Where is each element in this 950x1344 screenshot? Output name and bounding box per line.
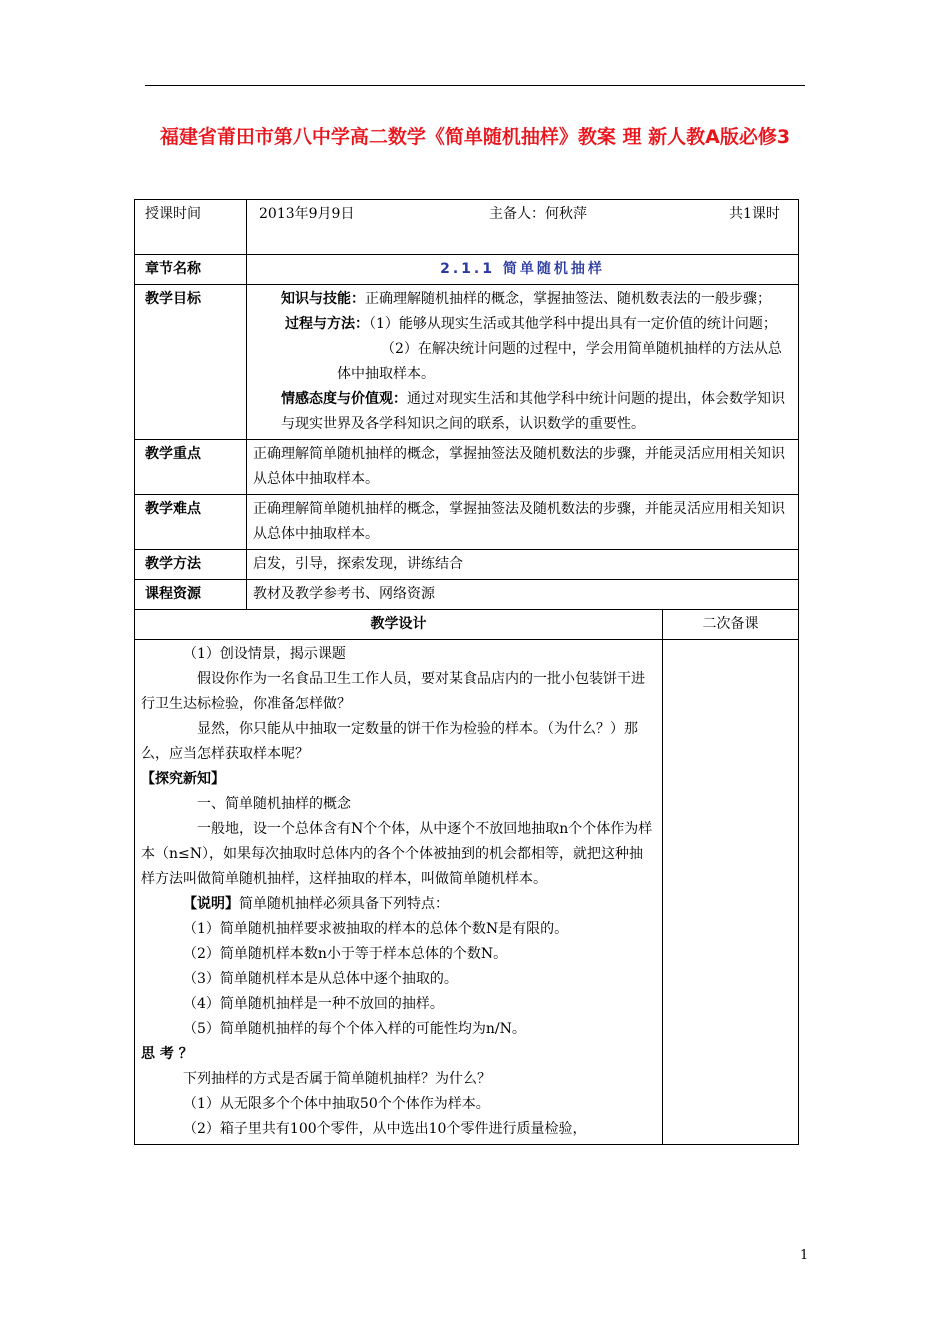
knowledge-text: 正确理解随机抽样的概念，掌握抽签法、随机数表法的一般步骤； [365, 291, 771, 307]
feature-item: （5）简单随机抽样的每个个体入样的可能性均为n/N。 [183, 1021, 526, 1037]
chapter-row [135, 255, 799, 285]
objectives-label: 教学目标 [135, 285, 247, 440]
lesson-date: 2013年9月9日 [259, 206, 355, 222]
methods-text: 启发，引导，探索发现，讲练结合 [247, 550, 799, 580]
resources-label: 课程资源 [135, 580, 247, 610]
emotion-label: 情感态度与价值观： [281, 391, 407, 407]
page-number: 1 [800, 1248, 809, 1263]
explore-heading: 【探究新知】 [141, 771, 225, 787]
emotion-text: 通过对现实生活和其他学科中统计问题的提出，体会数学知识与现实世界及各学科知识之间的联系，认识数学的重要性。 [281, 391, 785, 432]
objectives-content [247, 285, 799, 440]
think-item: （1）从无限多个个体中抽取50个个体作为样本。 [183, 1096, 490, 1112]
key-points-text: 正确理解简单随机抽样的概念，掌握抽签法及随机数法的步骤，并能灵活应用相关知识从总体中抽取样本。 [247, 440, 799, 495]
key-points-label: 教学重点 [135, 440, 247, 495]
time-label: 授课时间 [135, 200, 247, 255]
note-label: 【说明】 [183, 896, 239, 912]
feature-item: （2）简单随机样本数n小于等于样本总体的个数N。 [183, 946, 508, 962]
difficulties-row [135, 495, 799, 550]
design-content [135, 640, 663, 1145]
header-info [247, 200, 799, 255]
process-text-1: （1）能够从现实生活或其他学科中提出具有一定价值的统计问题； [369, 316, 777, 332]
design-header: 教学设计 [135, 610, 663, 640]
feature-item: （3）简单随机样本是从总体中逐个抽取的。 [183, 971, 458, 987]
process-text-2: （2）在解决统计问题的过程中，学会用简单随机抽样的方法从总体中抽取样本。 [337, 341, 782, 382]
lesson-count: 共1课时 [729, 206, 780, 222]
document-title: 福建省莆田市第八中学高二数学《简单随机抽样》教案 理 新人教A版必修3 [159, 126, 791, 148]
preparer: 主备人：何秋萍 [489, 206, 587, 222]
second-prep-header: 二次备课 [663, 610, 799, 640]
chapter-label: 章节名称 [135, 255, 247, 285]
header-rule [145, 85, 805, 86]
difficulties-label: 教学难点 [135, 495, 247, 550]
key-points-row [135, 440, 799, 495]
header-row [135, 200, 799, 255]
think-item: （2）箱子里共有100个零件，从中选出10个零件进行质量检验， [183, 1121, 587, 1137]
methods-row [135, 550, 799, 580]
feature-item: （1）简单随机抽样要求被抽取的样本的总体个数N是有限的。 [183, 921, 569, 937]
process-label: 过程与方法： [285, 316, 369, 332]
concept-heading: 一、简单随机抽样的概念 [197, 796, 351, 812]
design-header-row [135, 610, 799, 640]
think-heading: 思 考 ？ [141, 1046, 193, 1062]
resources-text: 教材及教学参考书、网络资源 [247, 580, 799, 610]
second-prep-column [663, 640, 799, 1145]
intro-paragraph-1: 假设你作为一名食品卫生工作人员，要对某食品店内的一批小包装饼干进行卫生达标检验，你准备怎样做？ [141, 671, 645, 712]
methods-label: 教学方法 [135, 550, 247, 580]
chapter-value: 2.1.1 简单随机抽样 [247, 255, 799, 285]
resources-row [135, 580, 799, 610]
intro-paragraph-2: 显然，你只能从中抽取一定数量的饼干作为检验的样本。（为什么？）那么，应当怎样获取样本呢？ [141, 721, 638, 762]
note-text: 简单随机抽样必须具备下列特点： [239, 896, 449, 912]
lesson-plan-table [134, 199, 799, 1145]
knowledge-label: 知识与技能： [281, 291, 365, 307]
design-body-row [135, 640, 799, 1145]
feature-item: （4）简单随机抽样是一种不放回的抽样。 [183, 996, 444, 1012]
intro-heading: （1）创设情景，揭示课题 [183, 646, 346, 662]
concept-text: 一般地，设一个总体含有N个个体，从中逐个不放回地抽取n个个体作为样本（n≤N），如果每次抽取时总体内的各个个体被抽到的机会都相等，就把这种抽样方法叫做简单随机抽样，这样抽取的样本，叫做简单随机样本。 [141, 821, 653, 887]
difficulties-text: 正确理解简单随机抽样的概念，掌握抽签法及随机数法的步骤，并能灵活应用相关知识从总体中抽取样本。 [247, 495, 799, 550]
think-question: 下列抽样的方式是否属于简单随机抽样？为什么？ [183, 1071, 491, 1087]
objectives-row [135, 285, 799, 440]
